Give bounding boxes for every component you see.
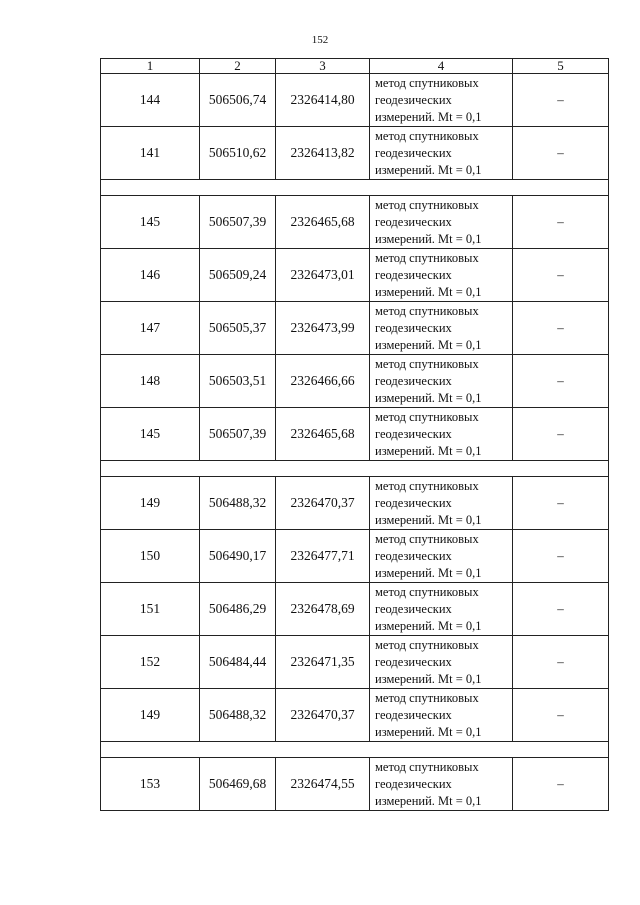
section-separator-cell [101, 180, 609, 196]
y-coordinate-cell: 2326414,80 [276, 74, 370, 127]
point-number-cell: 147 [101, 302, 200, 355]
note-cell: – [513, 583, 609, 636]
column-header: 4 [370, 59, 513, 74]
note-cell: – [513, 302, 609, 355]
point-number-cell: 153 [101, 758, 200, 811]
table-row [101, 196, 609, 249]
y-coordinate-cell: 2326478,69 [276, 583, 370, 636]
note-cell: – [513, 636, 609, 689]
y-coordinate-cell: 2326465,68 [276, 196, 370, 249]
x-coordinate-cell: 506503,51 [200, 355, 276, 408]
method-cell: метод спутниковых геодезических измерений. Mt = 0,1 [370, 583, 513, 636]
section-separator-row [101, 742, 609, 758]
point-number-cell: 152 [101, 636, 200, 689]
section-separator-cell [101, 742, 609, 758]
table-row [101, 74, 609, 127]
table-row [101, 583, 609, 636]
y-coordinate-cell: 2326471,35 [276, 636, 370, 689]
point-number-cell: 145 [101, 196, 200, 249]
y-coordinate-cell: 2326473,99 [276, 302, 370, 355]
table-row [101, 636, 609, 689]
method-cell: метод спутниковых геодезических измерений. Mt = 0,1 [370, 355, 513, 408]
x-coordinate-cell: 506509,24 [200, 249, 276, 302]
point-number-cell: 141 [101, 127, 200, 180]
method-cell: метод спутниковых геодезических измерений. Mt = 0,1 [370, 127, 513, 180]
y-coordinate-cell: 2326413,82 [276, 127, 370, 180]
method-cell: метод спутниковых геодезических измерений. Mt = 0,1 [370, 530, 513, 583]
method-cell: метод спутниковых геодезических измерений. Mt = 0,1 [370, 477, 513, 530]
point-number-cell: 151 [101, 583, 200, 636]
note-cell: – [513, 689, 609, 742]
x-coordinate-cell: 506510,62 [200, 127, 276, 180]
y-coordinate-cell: 2326473,01 [276, 249, 370, 302]
x-coordinate-cell: 506506,74 [200, 74, 276, 127]
note-cell: – [513, 530, 609, 583]
table-row [101, 689, 609, 742]
y-coordinate-cell: 2326470,37 [276, 689, 370, 742]
table-row [101, 477, 609, 530]
section-separator-row [101, 461, 609, 477]
note-cell: – [513, 249, 609, 302]
table-header-row [101, 59, 609, 74]
coordinates-table [100, 58, 609, 811]
method-cell: метод спутниковых геодезических измерений. Mt = 0,1 [370, 689, 513, 742]
method-cell: метод спутниковых геодезических измерений. Mt = 0,1 [370, 408, 513, 461]
note-cell: – [513, 408, 609, 461]
method-cell: метод спутниковых геодезических измерений. Mt = 0,1 [370, 758, 513, 811]
x-coordinate-cell: 506484,44 [200, 636, 276, 689]
table-row [101, 530, 609, 583]
column-header: 2 [200, 59, 276, 74]
method-cell: метод спутниковых геодезических измерений. Mt = 0,1 [370, 302, 513, 355]
column-header: 3 [276, 59, 370, 74]
table-row [101, 408, 609, 461]
note-cell: – [513, 196, 609, 249]
y-coordinate-cell: 2326465,68 [276, 408, 370, 461]
point-number-cell: 145 [101, 408, 200, 461]
point-number-cell: 150 [101, 530, 200, 583]
x-coordinate-cell: 506469,68 [200, 758, 276, 811]
x-coordinate-cell: 506490,17 [200, 530, 276, 583]
note-cell: – [513, 127, 609, 180]
point-number-cell: 144 [101, 74, 200, 127]
section-separator-cell [101, 461, 609, 477]
y-coordinate-cell: 2326466,66 [276, 355, 370, 408]
method-cell: метод спутниковых геодезических измерений. Mt = 0,1 [370, 249, 513, 302]
note-cell: – [513, 477, 609, 530]
y-coordinate-cell: 2326474,55 [276, 758, 370, 811]
y-coordinate-cell: 2326470,37 [276, 477, 370, 530]
x-coordinate-cell: 506505,37 [200, 302, 276, 355]
table-body [101, 74, 609, 811]
point-number-cell: 148 [101, 355, 200, 408]
note-cell: – [513, 74, 609, 127]
note-cell: – [513, 758, 609, 811]
x-coordinate-cell: 506507,39 [200, 196, 276, 249]
column-header: 1 [101, 59, 200, 74]
column-header: 5 [513, 59, 609, 74]
y-coordinate-cell: 2326477,71 [276, 530, 370, 583]
x-coordinate-cell: 506488,32 [200, 689, 276, 742]
table-row [101, 355, 609, 408]
point-number-cell: 149 [101, 689, 200, 742]
x-coordinate-cell: 506507,39 [200, 408, 276, 461]
method-cell: метод спутниковых геодезических измерений. Mt = 0,1 [370, 196, 513, 249]
section-separator-row [101, 180, 609, 196]
table-row [101, 127, 609, 180]
page-number: 152 [311, 34, 329, 46]
method-cell: метод спутниковых геодезических измерений. Mt = 0,1 [370, 74, 513, 127]
method-cell: метод спутниковых геодезических измерений. Mt = 0,1 [370, 636, 513, 689]
x-coordinate-cell: 506486,29 [200, 583, 276, 636]
table-row [101, 249, 609, 302]
table-row [101, 302, 609, 355]
point-number-cell: 149 [101, 477, 200, 530]
x-coordinate-cell: 506488,32 [200, 477, 276, 530]
table-row [101, 758, 609, 811]
point-number-cell: 146 [101, 249, 200, 302]
note-cell: – [513, 355, 609, 408]
